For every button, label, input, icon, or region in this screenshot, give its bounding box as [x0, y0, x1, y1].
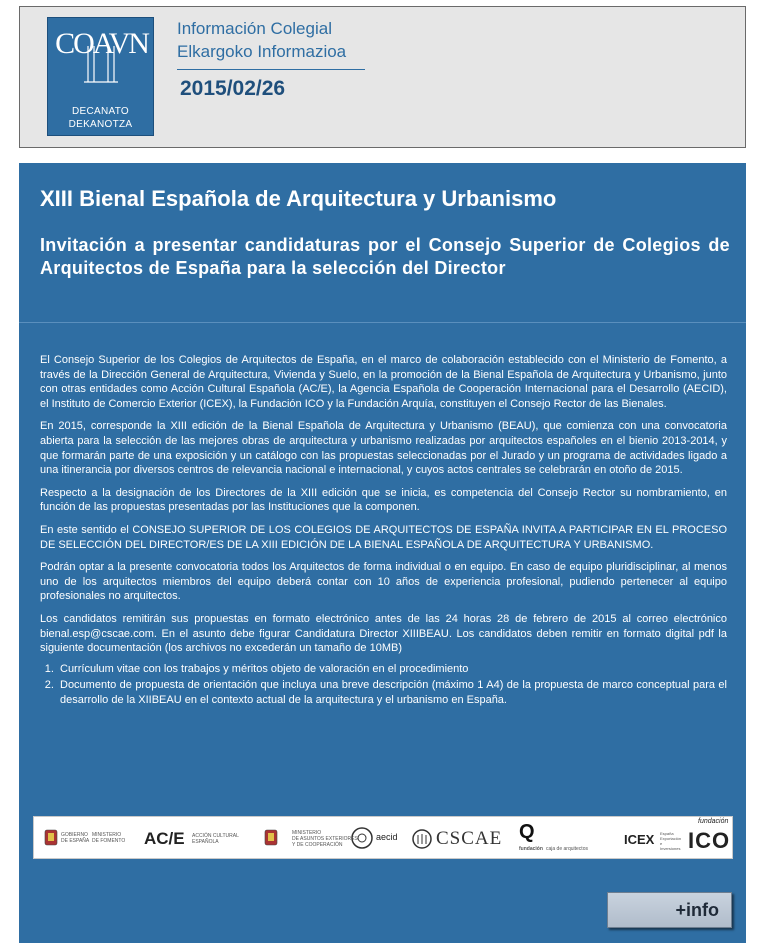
article-title: XIII Bienal Española de Arquitectura y Urbanismo	[40, 186, 557, 211]
header-divider	[177, 69, 365, 70]
paragraph-xiii-edicion: En 2015, corresponde la XIII edición de la Bienal Española de Arquitectura y Urbanismo (BEAU), que comienza con una convocatoria abierta para la selección de las mejores obras de arquitectura y urbanismo realizadas por arquitectos españoles en el bienio 2013-2014, y que formarán parte de una exposición y un catálogo con las propuestas seleccionadas por el Jurado y un programa de actividades ligado a una itinerancia por diversos centros de relevancia nacional e internacional, y cuyos actos centrales se celebrarán en otoño de 2015.	[40, 420, 727, 477]
documentation-list	[57, 662, 727, 708]
list-item: 1. Currículum vitae con los trabajos y méritos objeto de valoración en el procedimiento	[57, 662, 727, 677]
gobierno-line1: GOBIERNO	[61, 832, 88, 838]
coavn-logo-mark	[54, 24, 149, 72]
maec-label1: MINISTERIO	[292, 830, 322, 836]
paragraph-envio: Los candidatos remitirán sus propuestas en formato electrónico antes de las 24 horas 28 de febrero de 2015 al correo electrónico bienal.esp@cscae.com. En el asunto debe figurar Candidatura Director XIIIBEAU. Los candidatos deben remitir en formato digital pdf la siguiente documentación (los archivos no excederán un tamaño de 10MB)	[40, 612, 727, 655]
arquia-mark: Q	[519, 821, 535, 843]
gobierno-line2: DE ESPAÑA	[61, 838, 90, 844]
article-panel	[19, 163, 746, 943]
cscae-emblem-icon	[412, 826, 432, 852]
icex-label3: e Inversiones	[660, 841, 681, 851]
arquia-label1: fundación	[519, 846, 543, 852]
icex-label1: España	[660, 831, 674, 836]
header-title-es: Información Colegial	[177, 19, 332, 38]
aecid-circle-icon	[350, 826, 374, 850]
issue-date: 2015/02/26	[180, 77, 286, 100]
sponsor-logos-strip	[33, 816, 733, 859]
cscae-logo	[412, 817, 512, 860]
ace-logo	[144, 817, 254, 860]
maec-label2: DE ASUNTOS EXTERIORES	[292, 836, 358, 842]
fomento-label: MINISTERIO DE FOMENTO	[92, 832, 126, 844]
logo-subtitle-decanato: DECANATO	[71, 106, 130, 117]
spain-shield-icon	[44, 828, 58, 848]
ico-mark: ICO	[688, 828, 731, 853]
coavn-logo	[47, 17, 154, 136]
logo-text: COAVN	[55, 27, 148, 60]
fundacion-ico-logo	[682, 817, 730, 860]
paragraph-invitacion: En este sentido el CONSEJO SUPERIOR DE LOS COLEGIOS DE ARQUITECTOS DE ESPAÑA INVITA A PARTICIPAR EN EL PROCESO DE SELECCIÓN DEL DIRECTOR/ES DE LA XIII EDICIÓN DE LA BIENAL ESPAÑOLA DE ARQUITECTURA Y URBANISMO.	[40, 523, 727, 551]
arquia-label2: caja de arquitectos	[546, 846, 588, 852]
article-subtitle: Invitación a presentar candidaturas por el Consejo Superior de Colegios de Arquitectos de España para la selección del Director	[40, 235, 730, 278]
cscae-label: CSCAE	[436, 828, 503, 849]
paragraph-consejo-rector: El Consejo Superior de los Colegios de Arquitectos de España, en el marco de colaboración establecido con el Ministerio de Fomento, a través de la Dirección General de Arquitectura, Vivienda y Suelo, en la promoción de la Bienal Española de Arquitectura y Urbanismo, junto con otras entidades como Acción Cultural Española (AC/E), la Agencia Española de Cooperación Internacional para el Desarrollo (AECID), el Instituto de Comercio Exterior (ICEX), la Fundación ICO y la Fundación Arquía, constituyen el Consejo Rector de las Bienales.	[40, 354, 727, 410]
newsletter-header	[19, 6, 746, 148]
ace-label2: ESPAÑOLA	[192, 839, 219, 845]
logo-subtitle-dekanotza: DEKANOTZA	[68, 119, 133, 130]
arquia-logo	[516, 817, 616, 860]
paragraph-designacion: Respecto a la designación de los Directores de la XIII edición que se inicia, es competencia del Consejo Rector su nombramiento, en función de las propuestas presentadas por las Instituciones que la componen.	[40, 486, 727, 514]
ace-mark: AC/E	[144, 829, 185, 848]
icex-label2: Exportación	[660, 836, 682, 841]
maec-aecid-logo	[262, 817, 402, 860]
header-title-eu: Elkargoko Informazioa	[177, 42, 347, 61]
logo-columns-icon	[54, 24, 149, 84]
paragraph-requisitos: Podrán optar a la presente convocatoria todos los Arquitectos de forma individual o en equipo. En caso de equipo pluridisciplinar, al menos uno de los arquitectos miembros del equipo deberá contar con 10 años de experiencia profesional, pudiendo pertenecer al equipo profesionales no arquitectos.	[40, 561, 727, 603]
icex-label: ICEX	[624, 832, 655, 847]
gobierno-fomento-logo	[42, 817, 130, 860]
aecid-label: aecid	[376, 832, 398, 842]
ace-label1: ACCIÓN CULTURAL	[192, 833, 239, 839]
more-info-button[interactable]: +info	[607, 892, 732, 928]
ico-label-fundacion: fundación	[698, 818, 729, 825]
list-item: 2. Documento de propuesta de orientación que incluya una breve descripción (máximo 1 A4) de la propuesta de marco conceptual para el desarrollo de la XIIBEAU en el contexto actual de la arquitectura y el urbanismo en España.	[57, 678, 727, 707]
maec-label3: Y DE COOPERACIÓN	[292, 842, 343, 848]
article-body	[40, 353, 727, 709]
icex-logo	[624, 817, 682, 860]
article-title-block	[19, 163, 746, 323]
spain-shield-icon	[264, 828, 278, 848]
